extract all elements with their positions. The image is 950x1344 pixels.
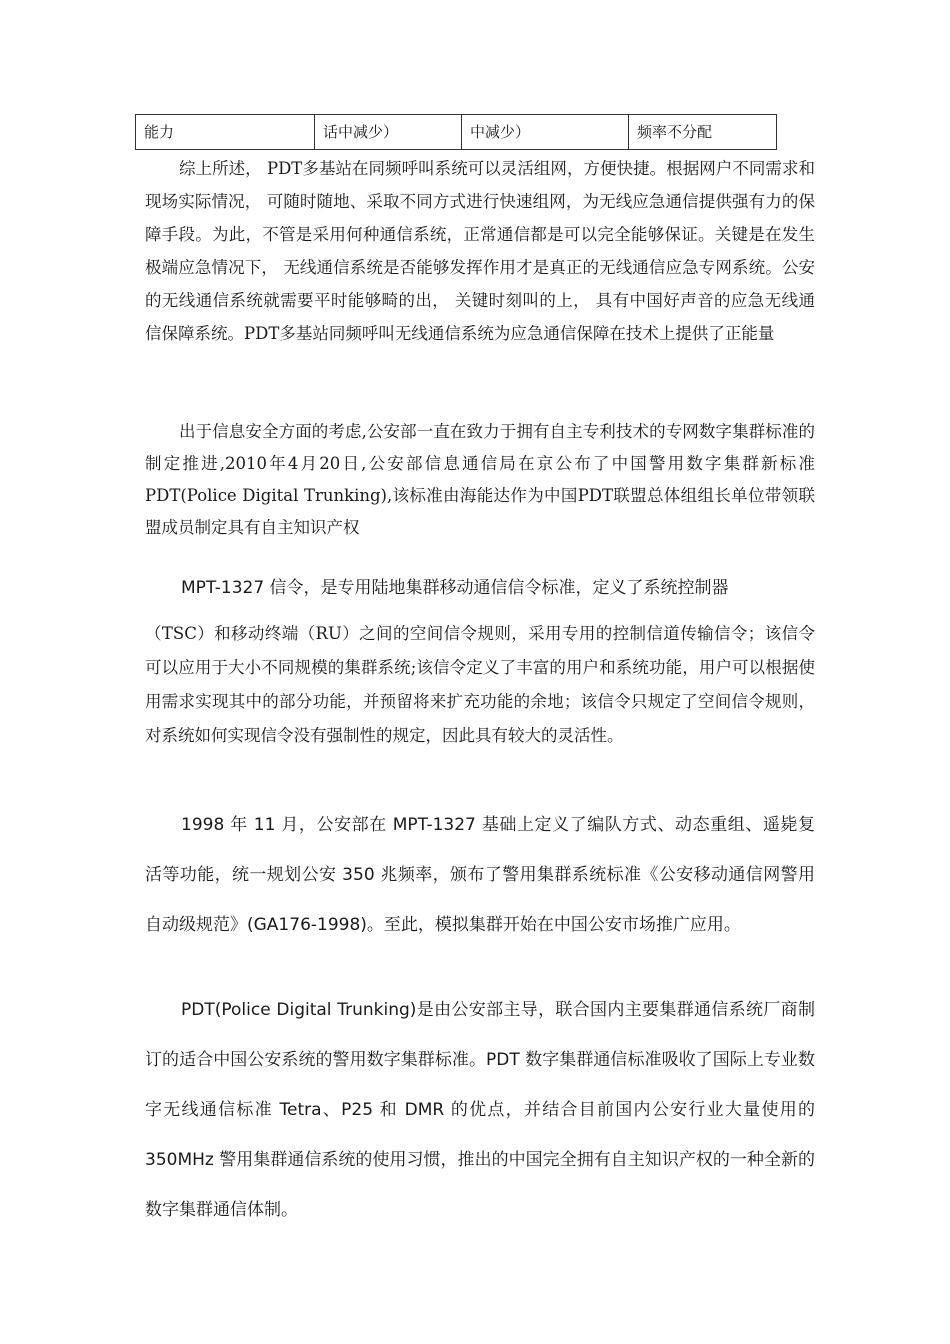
paragraph-mpt1327-body: （TSC）和移动终端（RU）之间的空间信令规则，采用专用的控制信道传输信令；该信令可以应用于大小不同规模的集群系统;该信令定义了丰富的用户和系统功能，用户可以根据使用需求实现其中的部分功能，并预留将来扩充功能的余地；该信令只规定了空间信令规则，对系统如何实现信令没有强制性的规定，因此具有较大的灵活性。 — [145, 624, 815, 745]
paragraph-pdt-standard: 出于信息安全方面的考虑,公安部一直在致力于拥有自主专利技术的专网数字集群标准的制定推进,2010年4月20日,公安部信息通信局在京公布了中国警用数字集群新标准 PDT(Police Digital Trunking),该标准由海能达作为中国PDT联盟总体组组长单位带领联盟成员制定具有自主知识产权 — [145, 422, 815, 537]
paragraph-mpt1327-lead: MPT-1327 信令，是专用陆地集群移动通信信令标准，定义了系统控制器 — [181, 578, 729, 598]
table-cell: 话中减少） — [315, 115, 462, 150]
table-cell: 频率不分配 — [629, 115, 777, 150]
table-cell: 中减少） — [462, 115, 629, 150]
table-row — [136, 115, 777, 150]
paragraph-1998-history: 1998 年 11 月，公安部在 MPT-1327 基础上定义了编队方式、动态重组、遥毙复活等功能，统一规划公安 350 兆频率，颁布了警用集群系统标准《公安移动通信网警用自动级规范》(GA176-1998)。至此，模拟集群开始在中国公安市场推广应用。 — [145, 815, 815, 935]
table-cell: 能力 — [136, 115, 315, 150]
paragraph-pdt-definition: PDT(Police Digital Trunking)是由公安部主导，联合国内主要集群通信系统厂商制订的适合中国公安系统的警用数字集群标准。PDT 数字集群通信标准吸收了国际上专业数字无线通信标准 Tetra、P25 和 DMR 的优点，并结合目前国内公安行业大量使用的 350MHz 警用集群通信系统的使用习惯，推出的中国完全拥有自主知识产权的一种全新的数字集群通信体制。 — [145, 1000, 815, 1220]
paragraph-mpt1327 — [145, 567, 815, 753]
paragraph-summary: 综上所述， PDT多基站在同频呼叫系统可以灵活组网，方便快捷。根据网户不同需求和现场实际情况， 可随时随地、采取不同方式进行快速组网，为无线应急通信提供强有力的保障手段。为此，不管是采用何种通信系统，正常通信都是可以完全能够保证。关键是在发生极端应急情况下， 无线通信系统是否能够发挥作用才是真正的无线通信应急专网系统。公安的无线通信系统就需要平时能够畸的出， 关键时刻叫的上， 具有中国好声音的应急无线通信保障系统。PDT多基站同频呼叫无线通信系统为应急通信保障在技术上提供了正能量 — [145, 159, 815, 343]
table-fragment — [135, 114, 777, 150]
